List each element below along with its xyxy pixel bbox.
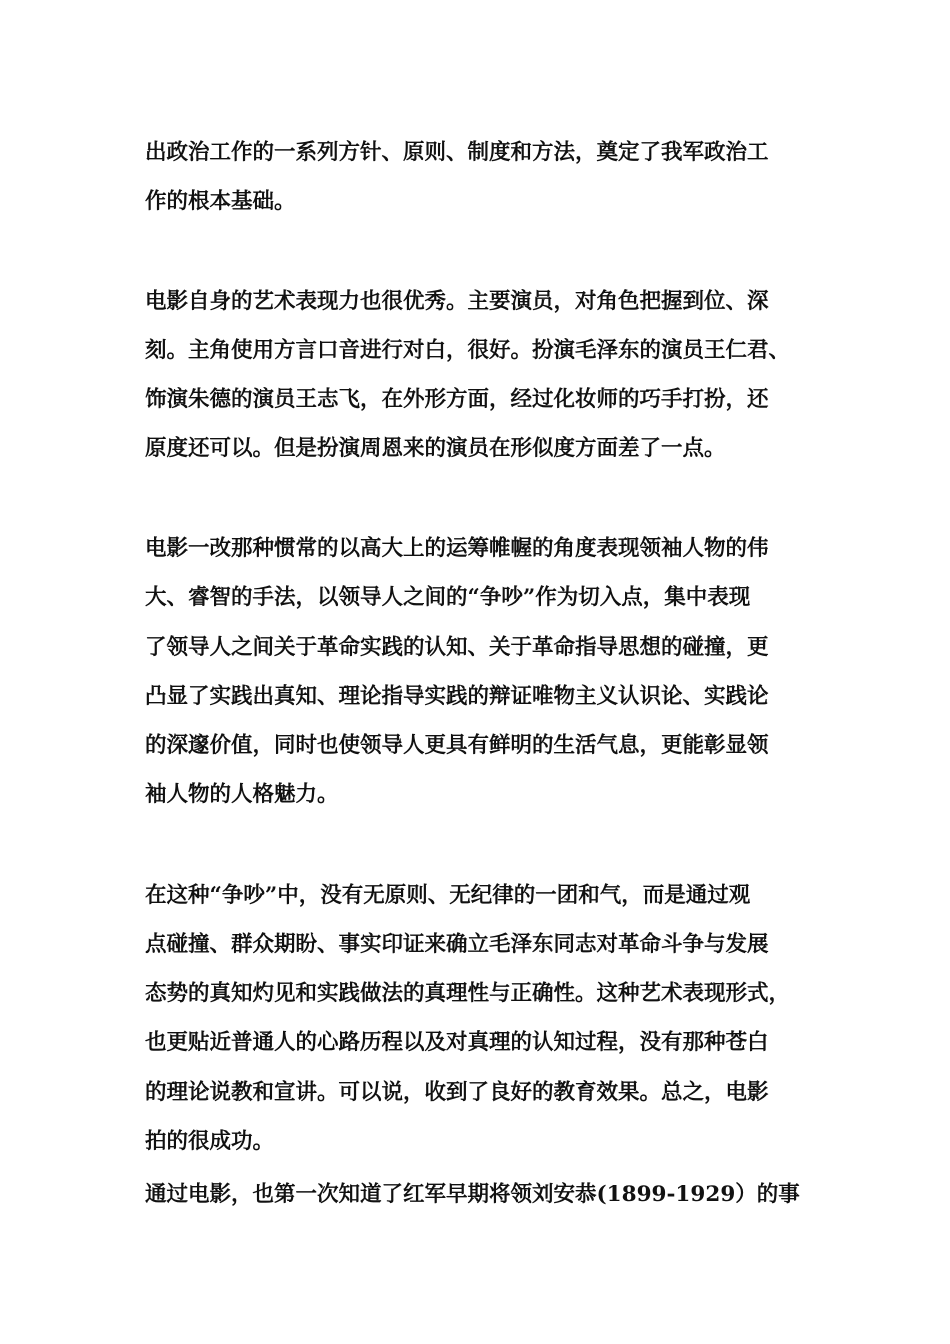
text-line: 大、睿智的手法，以领导人之间的“争吵”作为切入点，集中表现 [145,585,751,610]
text-line: 点碰撞、群众期盼、事实印证来确立毛泽东同志对革命斗争与发展 [145,932,769,957]
text-line: 态势的真知灼见和实践做法的真理性与正确性。这种艺术表现形式， [145,981,791,1006]
text-line: 在这种“争吵”中，没有无原则、无纪律的一团和气，而是通过观 [145,883,751,908]
text-line: 原度还可以。但是扮演周恩来的演员在形似度方面差了一点。 [145,436,726,461]
text-line: 通过电影，也第一次知道了红军早期将领刘安恭(1899-1929）的事 [145,1182,800,1207]
text-line: 的深邃价值，同时也使领导人更具有鲜明的生活气息，更能彰显领 [145,733,769,758]
text-line: 凸显了实践出真知、理论指导实践的辩证唯物主义认识论、实践论 [145,684,769,709]
text-line: 的理论说教和宣讲。可以说，收到了良好的教育效果。总之，电影 [145,1080,769,1105]
text-line: 了领导人之间关于革命实践的认知、关于革命指导思想的碰撞，更 [145,635,769,660]
text-line: 刻。主角使用方言口音进行对白，很好。扮演毛泽东的演员王仁君、 [145,338,791,363]
text-line: 电影一改那种惯常的以高大上的运筹帷幄的角度表现领袖人物的伟 [145,536,769,561]
text-line: 电影自身的艺术表现力也很优秀。主要演员，对角色把握到位、深 [145,289,769,314]
text-line: 饰演朱德的演员王志飞，在外形方面，经过化妆师的巧手打扮，还 [145,387,769,412]
text-line: 作的根本基础。 [145,189,296,214]
text-line: 也更贴近普通人的心路历程以及对真理的认知过程，没有那种苍白 [145,1030,769,1055]
text-line: 拍的很成功。 [145,1129,275,1154]
text-line: 出政治工作的一系列方针、原则、制度和方法，奠定了我军政治工 [145,140,769,165]
text-line: 袖人物的人格魅力。 [145,782,339,807]
